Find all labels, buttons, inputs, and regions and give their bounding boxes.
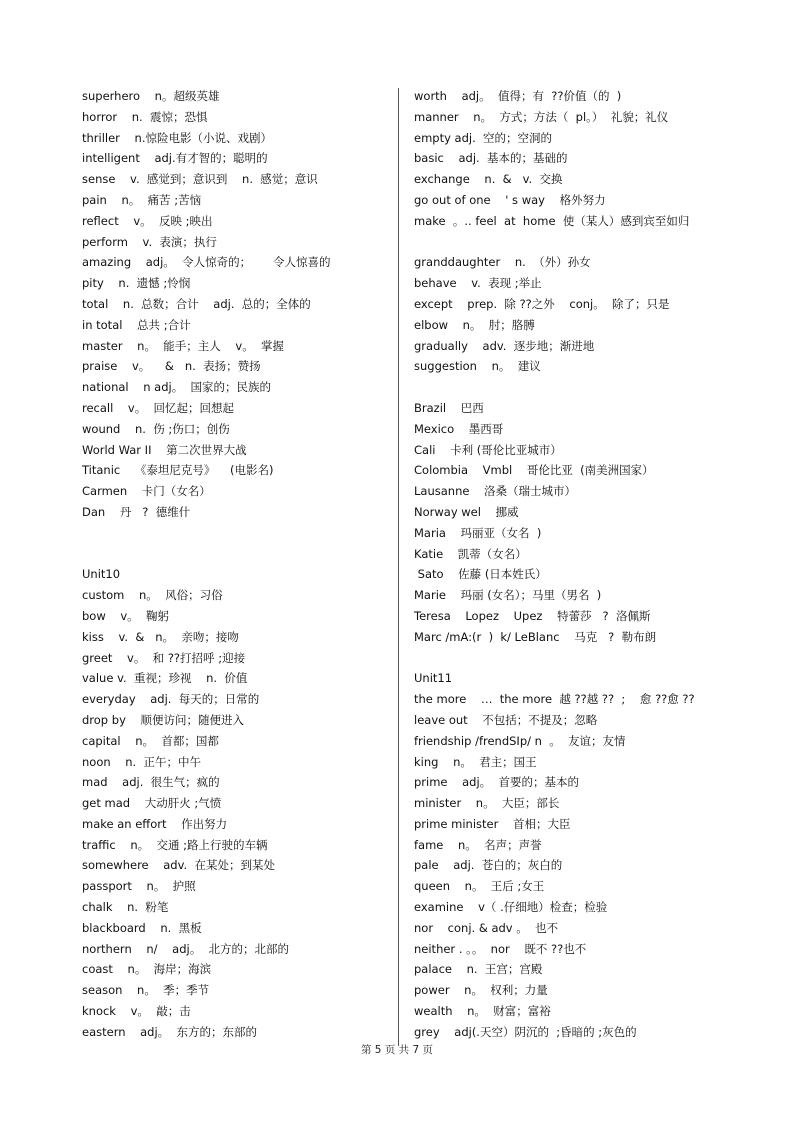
vocab-entry: everyday adj. 每天的；日常的 — [82, 692, 260, 707]
vocab-entry: granddaughter n. （外）孙女 — [414, 255, 591, 270]
blank-line — [414, 232, 744, 253]
vocab-entry: somewhere adv. 在某处；到某处 — [82, 858, 275, 873]
vocab-entry: Marie 玛丽 (女名）；马里（男名 ) — [414, 588, 602, 603]
unit-heading: Unit10 — [82, 567, 121, 582]
vocab-entry: Cali 卡利 (哥伦比亚城市） — [414, 442, 562, 457]
vocab-entry: empty adj. 空的；空洞的 — [414, 130, 553, 145]
vocab-entry: gradually adv. 逐步地；渐进地 — [414, 338, 595, 353]
vocab-entry: nor conj. & adv 。 也不 — [414, 920, 559, 935]
vocab-entry: minister n。 大臣；部长 — [414, 796, 560, 811]
vocab-entry: intelligent adj.有才智的；聪明的 — [82, 151, 268, 166]
vocab-entry: Carmen 卡门（女名） — [82, 484, 211, 499]
vocab-entry: basic adj. 基本的；基础的 — [414, 151, 568, 166]
vocab-entry: pale adj. 苍白的；灰白的 — [414, 858, 563, 873]
vocab-entry: neither . 。。 nor 既不 ??也不 — [414, 941, 587, 956]
vocab-entry: worth adj。 值得；有 ??价值（的 ) — [414, 89, 622, 103]
vocab-entry: mad adj. 很生气；疯的 — [82, 775, 220, 790]
vocab-entry: except prep. 除 ??之外 conj。 除了；只是 — [414, 296, 670, 311]
vocab-entry: coast n。 海岸；海滨 — [82, 962, 212, 977]
blank-line — [414, 648, 744, 669]
blank-line — [414, 377, 744, 398]
vocab-entry: capital n。 首都；国都 — [82, 733, 219, 748]
vocab-entry: make 。.. feel at home 使（某人）感到宾至如归 — [414, 213, 690, 228]
blank-line — [82, 523, 392, 544]
vocab-entry: the more … the more 越 ??越 ?? ; 愈 ??愈 ?? — [414, 692, 695, 707]
unit-heading: Unit11 — [414, 671, 453, 686]
vocab-entry: Katie 凯蒂（女名） — [414, 546, 527, 561]
vocab-entry: palace n. 王宫；宫殿 — [414, 962, 543, 977]
vocab-entry: Mexico 墨西哥 — [414, 421, 504, 436]
vocab-entry: wound n. 伤 ;伤口；创伤 — [82, 421, 230, 436]
vocab-entry: value v. 重视；珍视 n. 价值 — [82, 671, 248, 686]
vocab-entry: national n adj。 国家的；民族的 — [82, 380, 272, 395]
vocab-entry: passport n。 护照 — [82, 879, 196, 894]
vocab-entry: Brazil 巴西 — [414, 400, 484, 415]
vocab-entry: chalk n. 粉笔 — [82, 900, 169, 915]
vocab-entry: horror n. 震惊；恐惧 — [82, 109, 208, 124]
vocab-entry: king n。 君主；国王 — [414, 754, 537, 769]
right-vocab-column — [414, 86, 744, 1043]
vocab-entry: Maria 玛丽亚（女名 ) — [414, 525, 542, 540]
vocab-entry: Norway wel 挪威 — [414, 504, 519, 519]
vocab-entry: Lausanne 洛桑（瑞士城市） — [414, 484, 577, 499]
vocab-entry: leave out 不包括；不提及；忽略 — [414, 712, 598, 727]
vocab-entry: northern n/ adj。 北方的；北部的 — [82, 941, 289, 956]
vocab-entry: friendship /frendSIp/ n 。 友谊；友情 — [414, 733, 626, 748]
vocab-entry: recall v。 回忆起；回想起 — [82, 400, 235, 415]
vocab-entry: Teresa Lopez Upez 特蕾莎 ? 洛佩斯 — [414, 608, 651, 623]
vocab-entry: superhero n。超级英雄 — [82, 89, 220, 103]
vocab-entry: Colombia Vmbl 哥伦比亚 (南美洲国家） — [414, 463, 654, 478]
vocab-entry: manner n。 方式；方法（ pl。） 礼貌；礼仪 — [414, 109, 669, 124]
vocab-entry: get mad 大动肝火 ;气愤 — [82, 796, 222, 811]
vocab-entry: drop by 顺便访问；随便进入 — [82, 712, 244, 727]
vocab-entry: prime minister 首相；大臣 — [414, 816, 571, 831]
vocab-entry: eastern adj。 东方的；东部的 — [82, 1024, 257, 1039]
blank-line — [82, 544, 392, 565]
vocab-entry: noon n. 正午；中午 — [82, 754, 202, 769]
vocab-entry: blackboard n. 黑板 — [82, 920, 202, 935]
vocab-entry: pain n。 痛苦 ;苦恼 — [82, 192, 202, 207]
vocab-entry: suggestion n。 建议 — [414, 359, 541, 374]
vocab-entry: traffic n。 交通 ;路上行驶的车辆 — [82, 837, 268, 852]
vocab-entry: power n。 权利；力量 — [414, 983, 548, 998]
vocab-entry: go out of one ' s way 格外努力 — [414, 192, 606, 207]
vocab-entry: prime adj。 首要的；基本的 — [414, 775, 579, 790]
vocab-entry: total n. 总数；合计 adj. 总的；全体的 — [82, 296, 311, 311]
vocab-entry: World War II 第二次世界大战 — [82, 442, 247, 457]
page-footer: 第 5 页 共 7 页 — [360, 1044, 434, 1056]
vocab-entry: sense v. 感觉到；意识到 n. 感觉；意识 — [82, 172, 318, 187]
vocab-entry: praise v。 & n. 表扬；赞扬 — [82, 359, 261, 374]
vocab-entry: custom n。 风俗；习俗 — [82, 588, 223, 603]
vocab-entry: fame n。 名声；声誉 — [414, 837, 542, 852]
vocab-entry: in total 总共 ;合计 — [82, 317, 191, 332]
vocab-entry: Sato 佐藤 (日本姓氏） — [414, 567, 547, 582]
vocab-entry: Titanic 《泰坦尼克号》 (电影名) — [82, 463, 274, 478]
vocab-entry: kiss v. & n。 亲吻；接吻 — [82, 629, 239, 644]
vocab-entry: perform v. 表演；执行 — [82, 234, 217, 249]
vocab-entry: elbow n。 肘；胳膊 — [414, 317, 535, 332]
vocab-entry: wealth n。 财富；富裕 — [414, 1004, 551, 1019]
vocab-entry: reflect v。 反映 ;映出 — [82, 213, 213, 228]
vocab-entry: grey adj(.天空）阴沉的 ;昏暗的 ;灰色的 — [414, 1024, 637, 1039]
vocab-entry: Dan 丹 ? 德维什 — [82, 504, 191, 519]
vocab-entry: exchange n. & v. 交换 — [414, 172, 563, 187]
vocab-entry: Marc /mA:(r ) k/ LeBlanc 马克 ? 勒布朗 — [414, 629, 657, 644]
vocab-entry: make an effort 作出努力 — [82, 816, 228, 831]
vocab-entry: greet v。 和 ??打招呼 ;迎接 — [82, 650, 246, 665]
vocab-entry: amazing adj。 令人惊奇的； 令人惊喜的 — [82, 255, 331, 270]
left-vocab-column — [82, 86, 392, 1043]
vocab-entry: season n。 季；季节 — [82, 983, 210, 998]
column-divider — [398, 88, 399, 1046]
vocab-entry: bow v。 鞠躬 — [82, 608, 169, 623]
vocab-entry: queen n。 王后 ;女王 — [414, 879, 545, 894]
vocab-entry: thriller n.惊险电影（小说、戏剧） — [82, 130, 272, 145]
vocab-entry: knock v。 敲；击 — [82, 1004, 191, 1019]
vocab-entry: master n。 能手；主人 v。 掌握 — [82, 338, 285, 353]
vocab-entry: examine v（ .仔细地）检查；检验 — [414, 900, 608, 915]
vocab-entry: behave v. 表现 ;举止 — [414, 276, 542, 291]
vocab-entry: pity n. 遗憾 ;怜悯 — [82, 276, 191, 291]
